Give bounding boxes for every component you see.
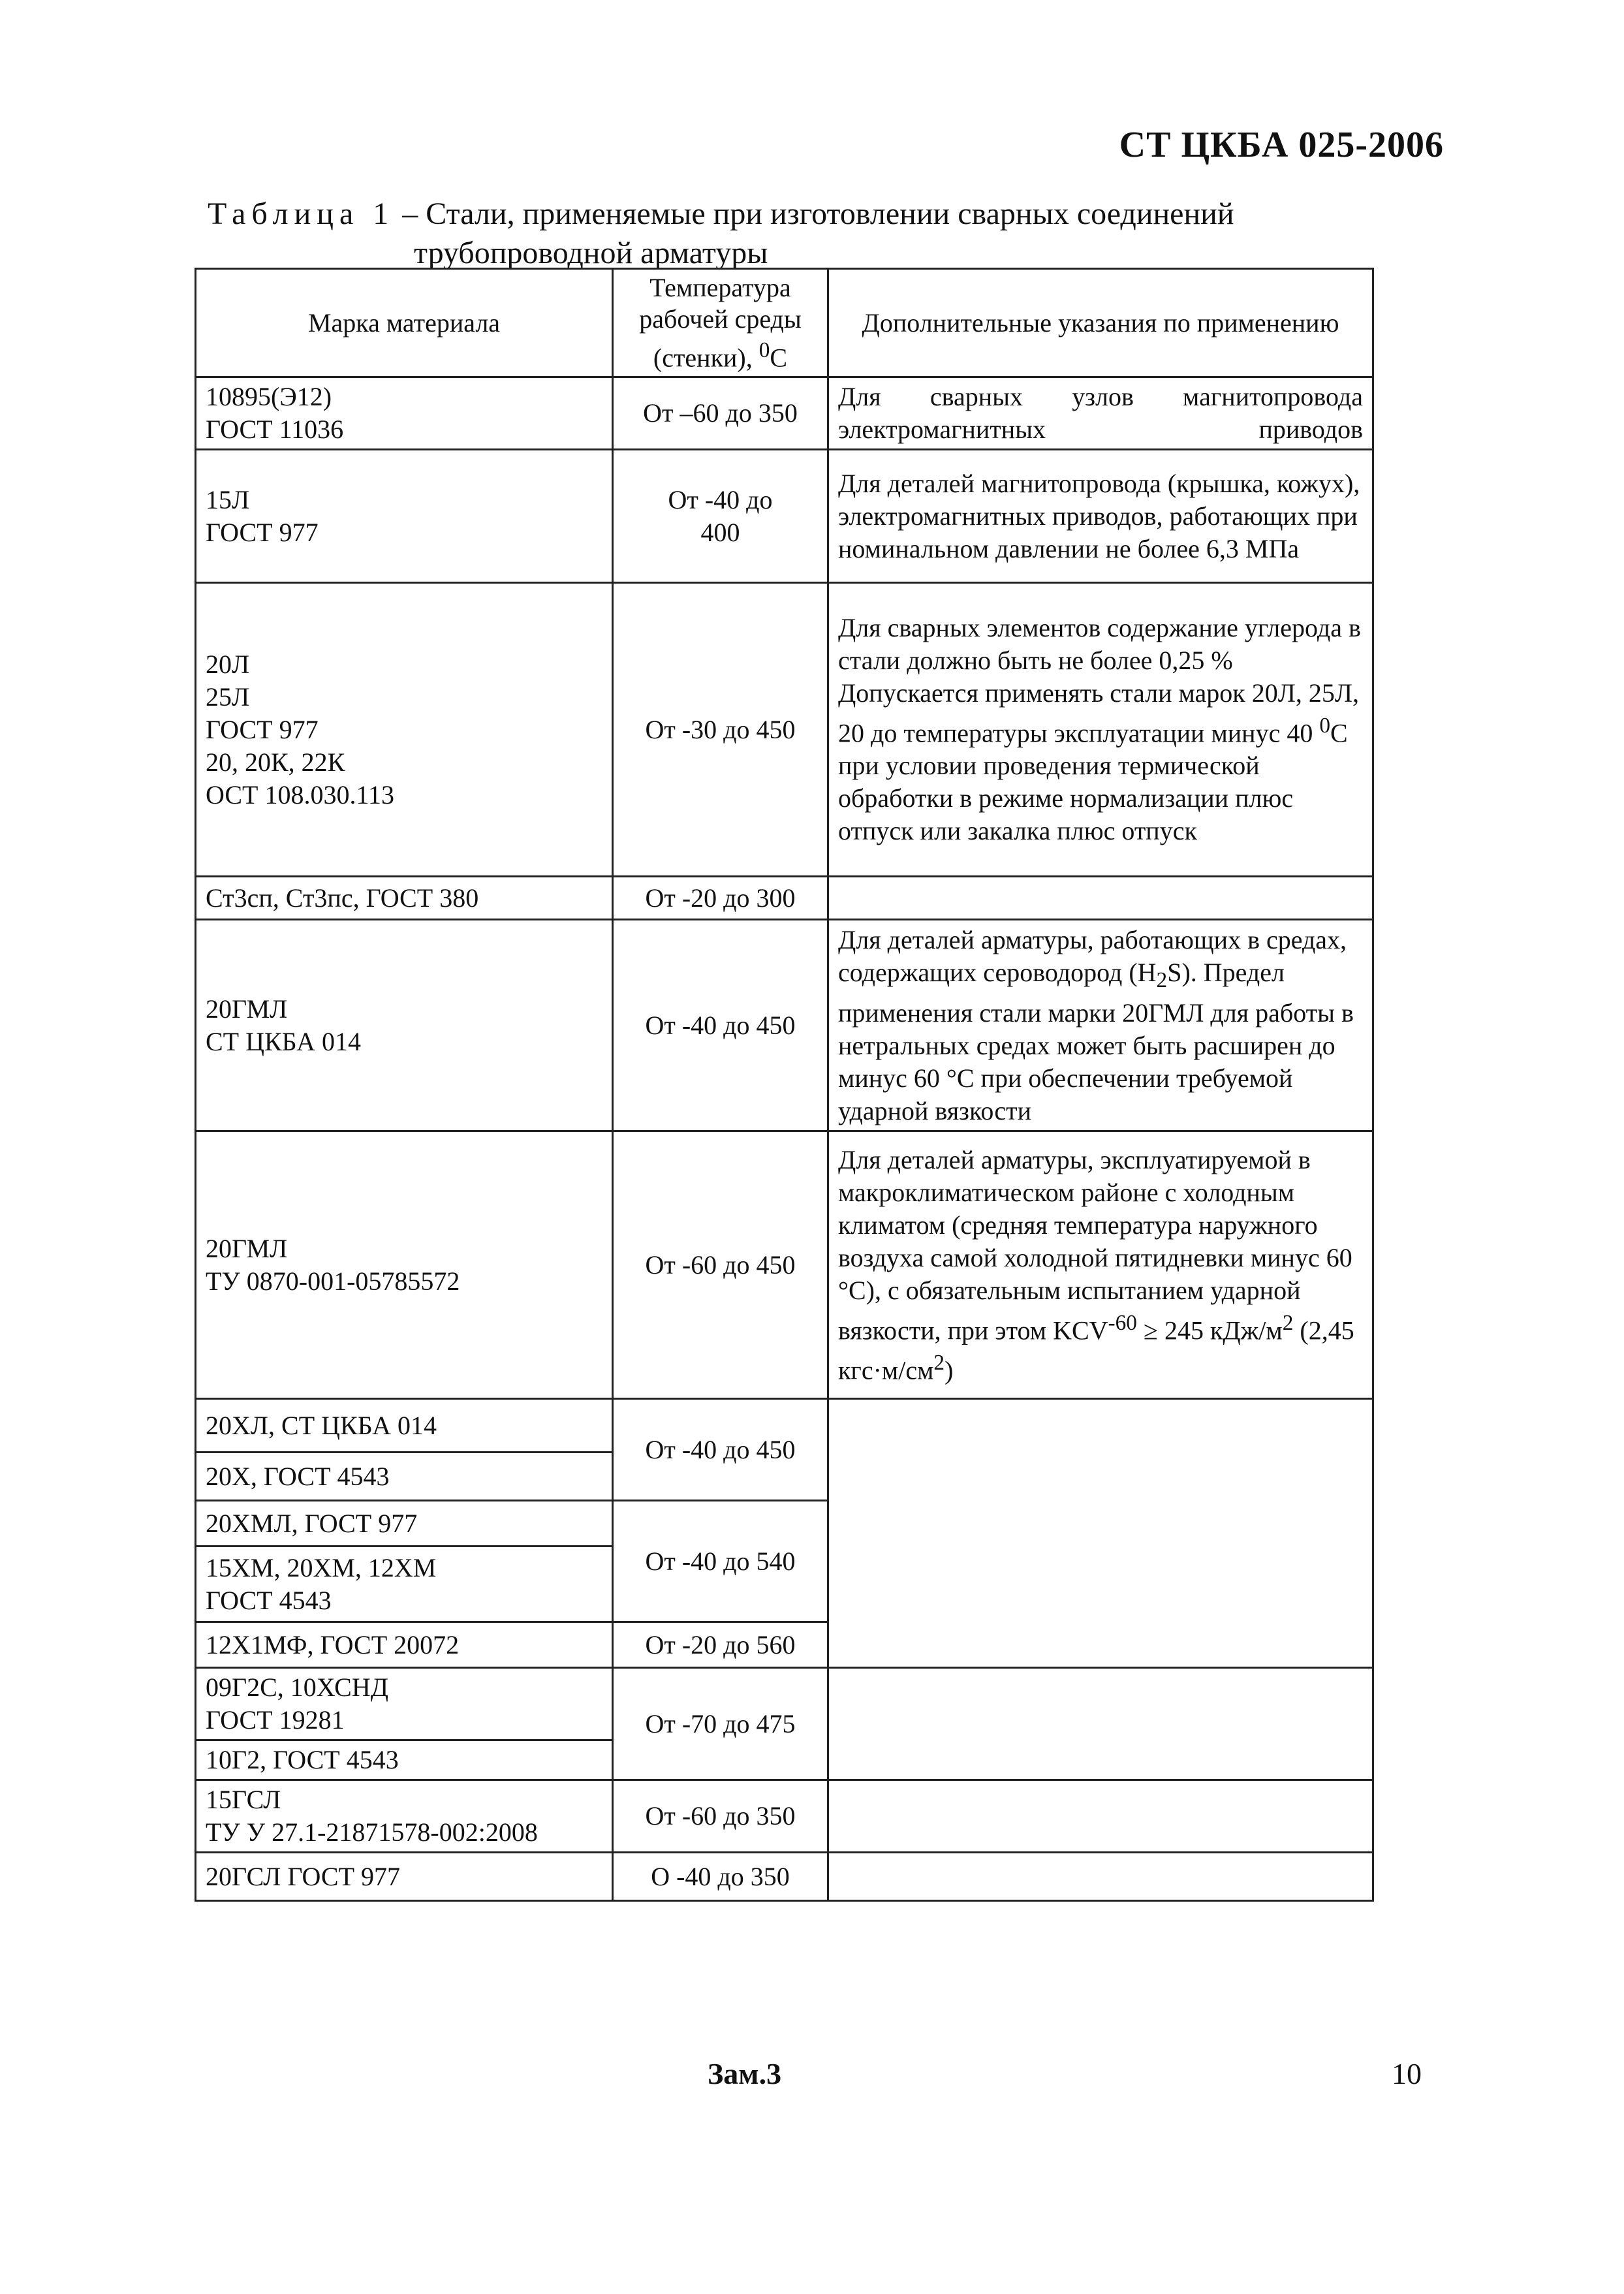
notes-cell	[828, 920, 1373, 1131]
material-standard: ГОСТ 11036	[206, 415, 344, 445]
temperature-cell: От –60 до 350	[613, 377, 828, 450]
notes-cell: Для деталей магнитопровода (крышка, кожух), электромагнитных приводов, работающих при номинальном давлении не более 6,3 МПа	[828, 450, 1373, 583]
table-caption-line2: трубопроводной арматуры	[414, 236, 768, 270]
header-temperature-line1: Температура	[649, 273, 791, 302]
notes-cell	[828, 1131, 1373, 1399]
material-cell: 20ХЛ, СТ ЦКБА 014	[196, 1399, 613, 1453]
material-grade: 25Л	[206, 682, 250, 712]
material-standard: ГОСТ 19281	[206, 1705, 345, 1735]
material-cell	[196, 450, 613, 583]
material-cell	[196, 583, 613, 877]
notes-paragraph	[838, 677, 1363, 847]
material-standard: СТ ЦКБА 014	[206, 1026, 362, 1056]
table-caption-prefix: Таблица 1	[208, 196, 395, 231]
material-standard: ТУ 0870-001-05785572	[206, 1266, 460, 1296]
temperature-cell: От -40 до 450	[613, 920, 828, 1131]
table-row	[196, 1668, 1373, 1740]
material-grade: 20ГМЛ	[206, 994, 288, 1024]
material-standard: ГОСТ 4543	[206, 1585, 332, 1615]
temperature-cell: От -40 до 450	[613, 1399, 828, 1501]
notes-text: S). Предел применения стали марки 20ГМЛ для работы в нетральных средах может быть расширен до минус 60 °С при обеспечении требуемой ударной вязкости	[838, 957, 1354, 1125]
degree-mark: 0	[1319, 714, 1331, 738]
header-temperature	[613, 269, 828, 377]
material-cell	[196, 377, 613, 450]
notes-text: (2,45 кгс·м/см	[838, 1315, 1354, 1385]
table-row	[196, 1399, 1373, 1453]
header-temperature-line2: рабочей среды	[639, 304, 802, 334]
material-cell: 20Х, ГОСТ 4543	[196, 1453, 613, 1501]
table-row	[196, 1131, 1373, 1399]
notes-cell: Для сварных узлов магнитопровода электромагнитных приводов	[828, 377, 1373, 450]
table-row	[196, 1780, 1373, 1853]
notes-cell	[828, 1780, 1373, 1853]
material-cell	[196, 920, 613, 1131]
notes-paragraph: Для сварных элементов содержание углерода в стали должно быть не более 0,25 %	[838, 613, 1361, 676]
table-row	[196, 583, 1373, 877]
temperature-cell: От -20 до 560	[613, 1622, 828, 1668]
material-cell: 12Х1МФ, ГОСТ 20072	[196, 1622, 613, 1668]
superscript: -60	[1108, 1310, 1137, 1335]
material-grade: 09Г2С, 10ХСНД	[206, 1673, 389, 1703]
notes-cell	[828, 1668, 1373, 1780]
material-standard: ГОСТ 977	[206, 517, 319, 547]
material-cell	[196, 1668, 613, 1740]
temperature-cell: О -40 до 350	[613, 1853, 828, 1901]
header-temperature-line3: (стенки),	[653, 343, 759, 373]
notes-cell	[828, 583, 1373, 877]
material-cell	[196, 1780, 613, 1853]
temperature-cell: От -70 до 475	[613, 1668, 828, 1780]
table-header-row	[196, 269, 1373, 377]
table-row	[196, 1853, 1373, 1901]
table-caption-text: – Стали, применяемые при изготовлении сварных соединений	[394, 196, 1234, 231]
change-number: Зам.3	[708, 2057, 782, 2090]
material-grade: 15Л	[206, 484, 250, 514]
table-row	[196, 877, 1373, 920]
material-standard: ТУ У 27.1-21871578-002:2008	[206, 1817, 538, 1847]
header-notes: Дополнительные указания по применению	[828, 269, 1373, 377]
notes-text: Допускается применять стали марок 20Л, 25Л, 20 до температуры эксплуатации минус 40	[838, 678, 1359, 748]
notes-cell	[828, 1399, 1373, 1668]
superscript: 2	[933, 1350, 945, 1375]
table-row	[196, 450, 1373, 583]
table-row	[196, 377, 1373, 450]
header-temperature-unit: С	[770, 343, 788, 373]
notes-text: Для деталей арматуры, работающих в средах, содержащих сероводород (H	[838, 924, 1347, 987]
notes-text: Для деталей арматуры, эксплуатируемой в макроклиматическом районе с холодным климатом (средняя температура наружного воздуха самой холодной пятидневки минус 60 °С), с обязательным испытанием ударной вязкости, при этом KCV	[838, 1144, 1352, 1345]
table-row	[196, 920, 1373, 1131]
temperature-cell: От -60 до 350	[613, 1780, 828, 1853]
notes-cell	[828, 1853, 1373, 1901]
material-cell	[196, 1131, 613, 1399]
material-grade: 10895(Э12)	[206, 382, 332, 412]
material-grade: 15ХМ, 20ХМ, 12ХМ	[206, 1552, 437, 1582]
material-standard: ОСТ 108.030.113	[206, 779, 395, 809]
superscript: 2	[1282, 1310, 1294, 1335]
document-code: СТ ЦКБА 025-2006	[1119, 125, 1444, 165]
material-grade: 20, 20К, 22К	[206, 747, 345, 777]
temperature-line1: От -40 до	[668, 484, 773, 514]
material-grade: 20Л	[206, 649, 250, 679]
subscript: 2	[1156, 967, 1168, 992]
temperature-cell: От -20 до 300	[613, 877, 828, 920]
temperature-cell: От -30 до 450	[613, 583, 828, 877]
steels-table	[195, 268, 1374, 1902]
material-cell: 20ХМЛ, ГОСТ 977	[196, 1501, 613, 1547]
table-caption	[208, 196, 1234, 232]
material-standard: ГОСТ 977	[206, 714, 319, 744]
temperature-line2: 400	[700, 517, 740, 547]
degree-mark: 0	[758, 338, 770, 362]
page-number: 10	[1392, 2057, 1422, 2090]
temperature-cell	[613, 450, 828, 583]
temperature-cell: От -40 до 540	[613, 1501, 828, 1622]
notes-text: )	[945, 1355, 954, 1385]
material-cell: Ст3сп, Ст3пс, ГОСТ 380	[196, 877, 613, 920]
header-material: Марка материала	[196, 269, 613, 377]
material-cell	[196, 1547, 613, 1622]
material-grade: 15ГСЛ	[206, 1785, 281, 1815]
notes-text: С при условии проведения термической обработки в режиме нормализации плюс отпуск или закалка плюс отпуск	[838, 718, 1348, 846]
material-cell: 20ГСЛ ГОСТ 977	[196, 1853, 613, 1901]
notes-text: ≥ 245 кДж/м	[1136, 1315, 1283, 1345]
notes-cell	[828, 877, 1373, 920]
material-grade: 20ГМЛ	[206, 1233, 288, 1263]
material-cell: 10Г2, ГОСТ 4543	[196, 1740, 613, 1780]
temperature-cell: От -60 до 450	[613, 1131, 828, 1399]
